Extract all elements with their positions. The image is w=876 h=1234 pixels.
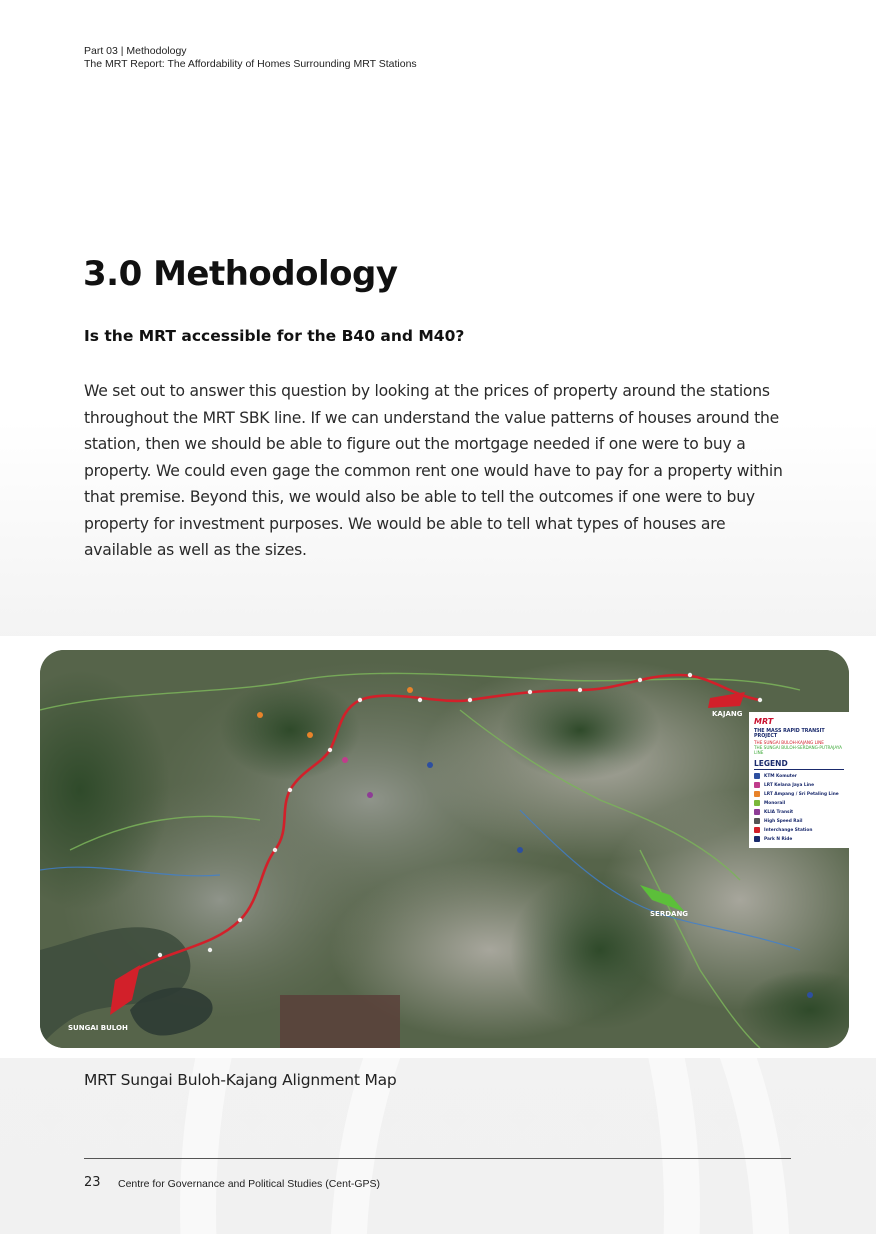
section-question: Is the MRT accessible for the B40 and M40?	[84, 327, 465, 345]
page-title: 3.0 Methodology	[83, 254, 398, 294]
legend-item-label: High Speed Rail	[764, 818, 803, 824]
mrt-alignment-map	[40, 650, 849, 1048]
map-label-serdang: SERDANG	[650, 910, 689, 918]
legend-item-label: LRT Kelana Jaya Line	[764, 782, 815, 788]
running-header	[84, 45, 417, 71]
legend-item-label: KTM Komuter	[764, 773, 797, 779]
legend-heading: LEGEND	[754, 759, 844, 770]
legend-item	[754, 818, 844, 824]
header-section: Part 03 | Methodology	[84, 45, 187, 57]
legend-item	[754, 791, 844, 797]
legend-item-label: LRT Ampang / Sri Petaling Line	[764, 791, 839, 797]
legend-item-label: Interchange Station	[764, 827, 813, 833]
legend-item	[754, 773, 844, 779]
map-label-sungai-buloh: SUNGAI BULOH	[68, 1024, 128, 1032]
legend-swatch-icon	[754, 827, 760, 833]
legend-project-title: THE MASS RAPID TRANSIT PROJECT	[754, 729, 825, 739]
map-caption: MRT Sungai Buloh-Kajang Alignment Map	[84, 1071, 397, 1089]
footer-organization: Centre for Governance and Political Studies (Cent-GPS)	[118, 1178, 381, 1190]
legend-swatch-icon	[754, 818, 760, 824]
legend-swatch-icon	[754, 782, 760, 788]
legend-swatch-icon	[754, 773, 760, 779]
legend-item	[754, 809, 844, 815]
mrt-logo: MRT	[754, 717, 774, 726]
legend-item-label: KLIA Transit	[764, 809, 794, 815]
legend-swatch-icon	[754, 836, 760, 842]
legend-item	[754, 827, 844, 833]
footer-divider	[84, 1158, 791, 1159]
legend-item	[754, 782, 844, 788]
legend-item-label: Monorail	[764, 800, 786, 806]
page-number: 23	[84, 1175, 101, 1190]
map-legend	[749, 712, 849, 848]
legend-item-label: Park N Ride	[764, 836, 793, 842]
legend-items	[754, 773, 844, 842]
legend-item	[754, 800, 844, 806]
legend-item	[754, 836, 844, 842]
map-label-kajang: KAJANG	[712, 710, 743, 718]
legend-swatch-icon	[754, 800, 760, 806]
legend-swatch-icon	[754, 791, 760, 797]
legend-line-sbk: THE SUNGAI BULOH-KAJANG LINE	[754, 740, 824, 745]
body-paragraph: We set out to answer this question by looking at the prices of property around the stations throughout the MRT SBK line. If we can understand the value patterns of houses around the station, then we should be able to figure out the mortgage needed if one were to buy a property. We could even gage the common rent one would have to pay for a property within that premise. Beyond this, we would also be able to tell the outcomes if one were to buy property for investment purposes. We would be able to tell what types of houses are available as well as the sizes.	[84, 382, 783, 559]
header-report-title: The MRT Report: The Affordability of Homes Surrounding MRT Stations	[84, 58, 417, 70]
legend-swatch-icon	[754, 809, 760, 815]
legend-line-ssp: THE SUNGAI BULOH-SERDANG-PUTRAJAYA LINE	[754, 745, 842, 755]
